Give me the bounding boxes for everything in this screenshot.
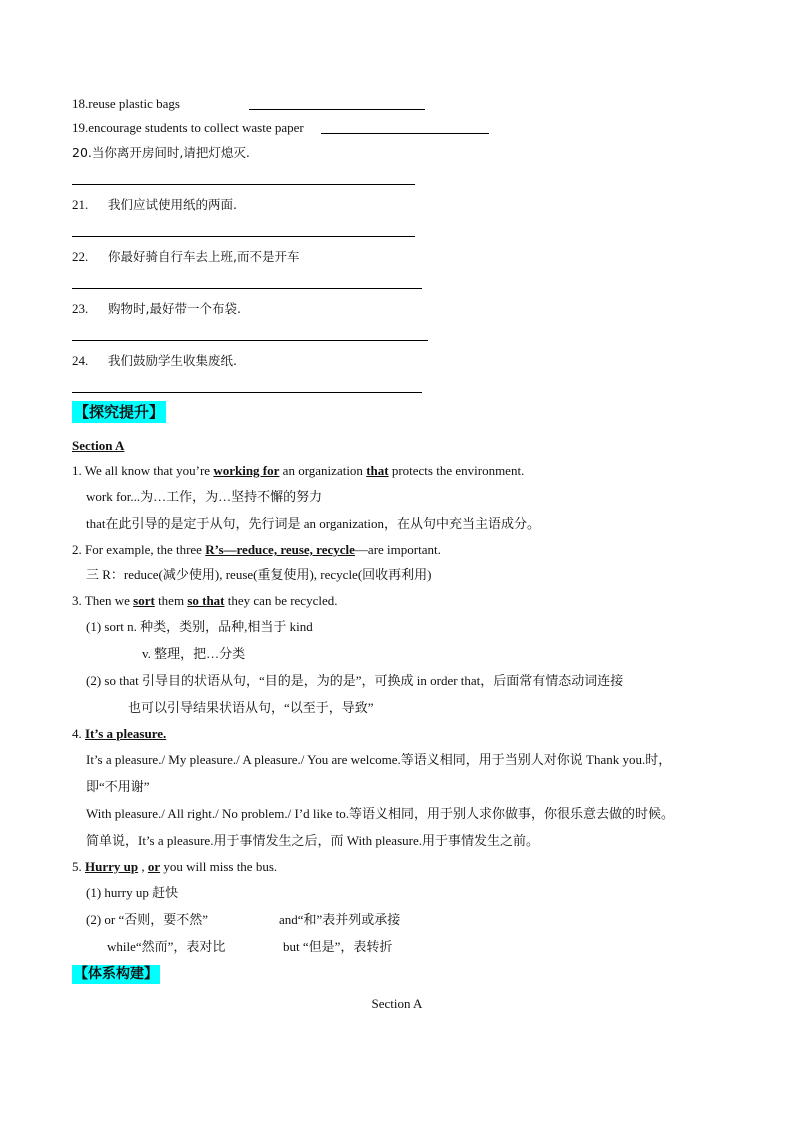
- point-1-key-word: that: [366, 463, 389, 478]
- point-5-note-2a: (2) or “否则，要不然”: [86, 912, 209, 927]
- point-5-key-phrase: Hurry up: [85, 859, 139, 874]
- point-2-key-phrase: R’s—reduce, reuse, recycle: [205, 542, 355, 557]
- point-3-note-4: 也可以引导结果状语从句，“以至于，导致”: [128, 700, 374, 715]
- point-5: [72, 858, 277, 876]
- point-1-note-1: work for...为…工作，为…坚持不懈的努力: [86, 489, 323, 504]
- exercise-21: [72, 196, 237, 214]
- point-5-note-2b: and“和”表并列或承接: [279, 912, 401, 927]
- point-5-note-3a: while“然而”，表对比: [107, 939, 226, 954]
- exercise-number: 21.: [72, 197, 89, 212]
- answer-line-21: [72, 236, 415, 237]
- point-1-note-2: that在此引导的是定于从句，先行词是 an organization，在从句中充当主语成分。: [86, 516, 541, 531]
- exercise-20: 20.当你离开房间时,请把灯熄灭.: [72, 145, 250, 160]
- point-3-text: them: [154, 593, 188, 608]
- point-4-note-1: It’s a pleasure./ My pleasure./ A pleasure./ You are welcome.等语义相同，用于当别人对你说 Thank you.时，: [86, 752, 672, 767]
- section-a-label: Section A: [72, 438, 125, 453]
- point-4-note-4: 简单说，It’s a pleasure.用于事情发生之后，而 With pleasure.用于事情发生之前。: [86, 833, 539, 848]
- answer-line-24: [72, 392, 422, 393]
- point-3-note-3: (2) so that 引导目的状语从句，“目的是，为的是”，可换成 in order that，后面常有情态动词连接: [86, 673, 624, 688]
- point-5-text: 5.: [72, 859, 85, 874]
- point-4-key-phrase: It’s a pleasure.: [85, 726, 167, 741]
- exercise-number: 24.: [72, 353, 89, 368]
- answer-line-22: [72, 288, 422, 289]
- exercise-text: 我们鼓励学生收集废纸.: [108, 353, 237, 368]
- exercise-number: 22.: [72, 249, 89, 264]
- point-3-text: they can be recycled.: [224, 593, 338, 608]
- point-2-text: —are important.: [354, 542, 441, 557]
- point-1-text: an organization: [279, 463, 367, 478]
- point-5-note-3b: but “但是”，表转折: [283, 939, 393, 954]
- point-3-note-2: v. 整理，把…分类: [142, 646, 246, 661]
- answer-line-18: [249, 109, 425, 110]
- point-4-note-3: With pleasure./ All right./ No problem./ I’d like to.等语义相同，用于别人求你做事，你很乐意去做的时候。: [86, 806, 675, 821]
- exercise-23: [72, 300, 241, 318]
- point-3: [72, 592, 337, 610]
- exercise-22: [72, 248, 299, 266]
- point-4-text: 4.: [72, 726, 85, 741]
- point-5-key-word: or: [147, 859, 161, 874]
- exercise-19: 19.encourage students to collect waste paper: [72, 120, 304, 135]
- answer-line-23: [72, 340, 428, 341]
- answer-line-19: [321, 133, 489, 134]
- answer-line-20: [72, 184, 415, 185]
- point-1-key-phrase: working for: [213, 463, 280, 478]
- point-5-text: you will miss the bus.: [160, 859, 278, 874]
- point-3-text: 3. Then we: [72, 593, 134, 608]
- exercise-18: 18.reuse plastic bags: [72, 96, 180, 111]
- exercise-text: 购物时,最好带一个布袋.: [108, 301, 241, 316]
- system-section-title: Section A: [371, 996, 423, 1011]
- exercise-text: 你最好骑自行车去上班,而不是开车: [108, 249, 300, 264]
- point-2-note-1: 三 R：reduce(减少使用), reuse(重复使用), recycle(回收再利用): [86, 567, 432, 582]
- point-2: [72, 541, 441, 559]
- exercise-number: 23.: [72, 301, 89, 316]
- point-1-text: protects the environment.: [388, 463, 525, 478]
- point-4: [72, 725, 166, 743]
- point-5-text: ,: [138, 859, 148, 874]
- point-5-note-1: (1) hurry up 赶快: [86, 885, 179, 900]
- explore-heading: 【探究提升】: [74, 403, 165, 421]
- point-2-text: 2. For example, the three: [72, 542, 206, 557]
- point-3-note-1: (1) sort n. 种类，类别，品种,相当于 kind: [86, 619, 313, 634]
- point-3-key-word: sort: [133, 593, 155, 608]
- point-4-note-2: 即“不用谢”: [86, 779, 150, 794]
- point-3-key-phrase: so that: [187, 593, 225, 608]
- exercise-24: [72, 352, 237, 370]
- system-heading: 【体系构建】: [74, 966, 158, 982]
- point-1-text: 1. We all know that you’re: [72, 463, 214, 478]
- exercise-text: 我们应试使用纸的两面.: [108, 197, 237, 212]
- point-1: [72, 462, 524, 480]
